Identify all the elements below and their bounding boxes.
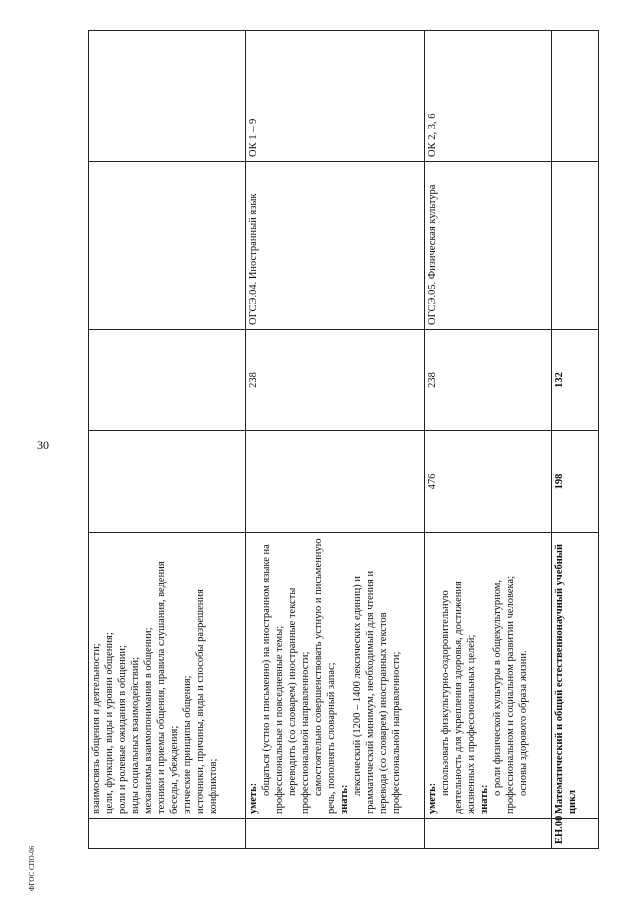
text-line: основы здорового образа жизни. [518, 650, 529, 796]
text-line: самостоятельно совершенствовать устную и письменную речь, пополнять словарный запас; [313, 538, 337, 814]
text-line: роли и ролевые ожидания в общении; [117, 645, 128, 814]
text-line: техники и приемы общения, правила слушания, ведения беседы, убеждения; [156, 561, 180, 814]
hours-cell: 132 [552, 330, 599, 431]
text-line: источники, причины, виды и способы разрешения конфликтов; [195, 589, 219, 814]
table-row [552, 31, 599, 849]
competencies-cell [89, 31, 246, 162]
section-label: знать: [479, 784, 490, 814]
discipline-cell: ОГСЭ.05. Физическая культура [425, 162, 552, 330]
text-line: виды социальных взаимодействий; [130, 656, 141, 814]
hours-cell: 238 [425, 330, 552, 431]
max-hours-cell: 476 [425, 431, 552, 533]
content-cell [425, 533, 552, 819]
discipline-cell [552, 162, 599, 330]
content-cell [246, 533, 425, 819]
text-line: переводить (со словарем) иностранные тексты профессиональной направленности; [287, 587, 311, 814]
max-hours-cell [89, 431, 246, 533]
text-line: механизмы взаимопонимания в общении; [143, 627, 154, 814]
index-cell [246, 819, 425, 849]
text-line: о роли физической культуры в общекультурном, профессиональном и социальном развитии человека; [492, 575, 516, 814]
discipline-cell [89, 162, 246, 330]
hours-cell: 238 [246, 330, 425, 431]
rotated-table-wrapper [88, 31, 598, 849]
text-line: лексический (1200 – 1400 лексических единиц) и грамматический минимум, необходимый для чтения и перевода (со словарем) иностранных текстов профессиональной направленности; [352, 570, 402, 814]
footer-code: ФГОС СПО-06 [28, 845, 36, 891]
table-row [89, 31, 246, 849]
index-cell: ЕН.00 [552, 819, 599, 849]
index-cell [425, 819, 552, 849]
text-line: взаимосвязь общения и деятельности; [91, 643, 102, 814]
competencies-cell: ОК 2, 3, 6 [425, 31, 552, 162]
content-cell [89, 533, 246, 819]
text-line: общаться (устно и письменно) на иностранном языке на профессиональные и повседневные темы; [261, 544, 285, 814]
section-label: уметь: [427, 782, 438, 814]
section-label: уметь: [248, 782, 259, 814]
max-hours-cell [246, 431, 425, 533]
table-row [425, 31, 552, 849]
index-cell [89, 819, 246, 849]
hours-cell [89, 330, 246, 431]
section-label: знать: [339, 784, 350, 814]
table-row [246, 31, 425, 849]
discipline-cell: ОГСЭ.04. Иностранный язык [246, 162, 425, 330]
max-hours-cell: 198 [552, 431, 599, 533]
content-cell: Математический и общий естественнонаучный учебный цикл [552, 533, 599, 819]
competencies-cell [552, 31, 599, 162]
page-number: 30 [37, 438, 49, 452]
curriculum-table [88, 30, 599, 849]
text-line: цели, функции, виды и уровни общения; [104, 632, 115, 814]
text-line: использовать физкультурно-оздоровительную деятельность для укрепления здоровья, достижения жизненных и профессиональных целей; [440, 581, 477, 814]
competencies-cell: ОК 1 – 9 [246, 31, 425, 162]
text-line: этические принципы общения; [182, 675, 193, 814]
